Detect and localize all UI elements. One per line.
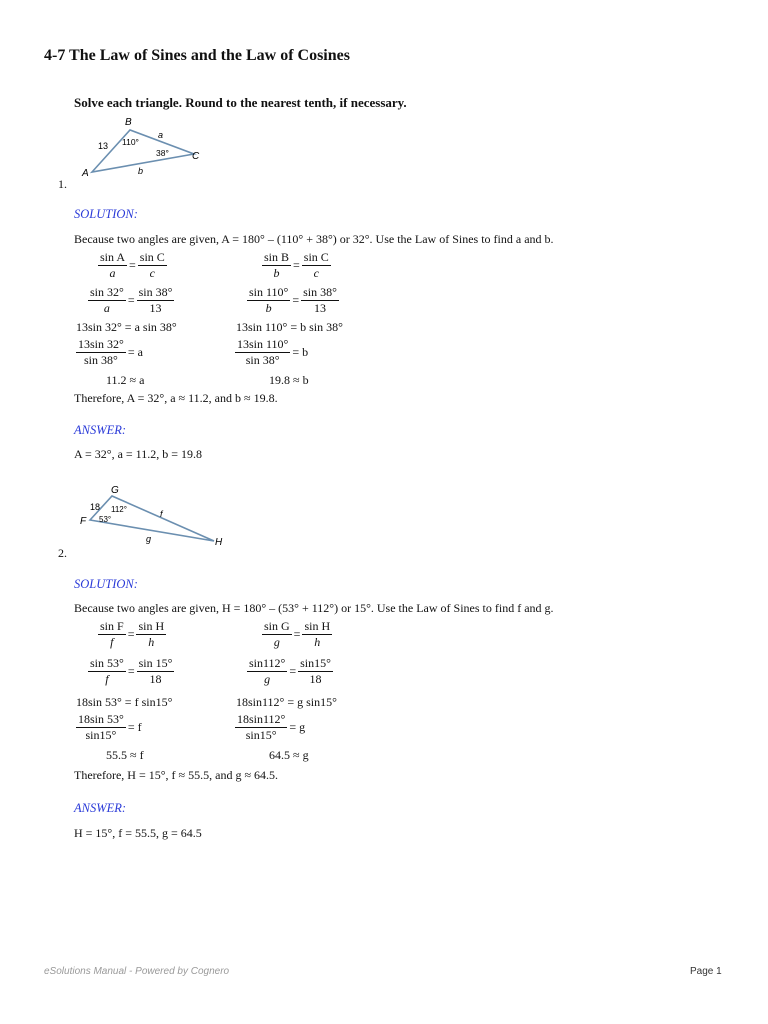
footer-credit: eSolutions Manual - Powered by Cognero xyxy=(44,966,230,977)
law-of-sines-proportion: $\frac{\text{sin B}}{b}$ = $\frac{\text{sin C}}{c}$ xyxy=(264,250,329,280)
law-of-sines-proportion: $\frac{\text{sin A}}{a}$ = $\frac{\text{sin C}}{c}$ xyxy=(100,250,165,280)
result: 19.8 ≈ b xyxy=(269,373,309,387)
isolated-variable: $\frac{18\sin 53^\circ}{\sin 15^\circ}$ = f xyxy=(78,712,142,742)
answer-label: ANSWER: xyxy=(74,801,127,815)
law-of-sines-proportion: $\frac{\text{sin G}}{g}$ = $\frac{\text{sin H}}{h}$ xyxy=(264,619,331,649)
triangle-figure-2 xyxy=(74,482,234,548)
substituted-proportion: $\frac{\sin 53^\circ}{f}$ = $\frac{\sin 15^\circ}{18}$ xyxy=(90,656,173,686)
cross-multiplication: 13sin 32° = a sin 38° xyxy=(76,320,177,334)
angle-label: 112° xyxy=(111,505,127,514)
vertex-label: F xyxy=(80,516,87,527)
problem-number: 1. xyxy=(58,177,67,191)
angle-label: 53° xyxy=(99,515,112,524)
vertex-label: G xyxy=(111,485,119,496)
page-title: 4-7 The Law of Sines and the Law of Cosines xyxy=(44,47,350,64)
page-number: Page 1 xyxy=(690,966,722,977)
problem-number: 2. xyxy=(58,546,67,560)
result: 64.5 ≈ g xyxy=(269,748,309,762)
triangle-figure-1 xyxy=(78,112,208,180)
answer: H = 15°, f = 55.5, g = 64.5 xyxy=(74,826,202,840)
vertex-label: C xyxy=(192,151,200,162)
side-label: b xyxy=(138,166,144,176)
answer-label: ANSWER: xyxy=(74,423,127,437)
therefore-statement: Therefore, H = 15°, f ≈ 55.5, and g ≈ 64.5. xyxy=(74,768,279,782)
solution-intro: Because two angles are given, H = 180° – (53° + 112°) or 15°. Use the Law of Sines to find f and g. xyxy=(74,601,554,615)
side-label: g xyxy=(146,534,152,544)
substituted-proportion: $\frac{\sin 112^\circ}{g}$ = $\frac{\sin 15^\circ}{18}$ xyxy=(249,656,331,686)
law-of-sines-proportion: $\frac{\text{sin F}}{f}$ = $\frac{\text{sin H}}{h}$ xyxy=(100,619,165,649)
vertex-label: A xyxy=(82,168,89,179)
cross-multiplication: 18sin112° = g sin15° xyxy=(236,695,337,709)
angle-label: 38° xyxy=(156,148,169,158)
therefore-statement: Therefore, A = 32°, a ≈ 11.2, and b ≈ 19.8. xyxy=(74,391,278,405)
side-label: 18 xyxy=(90,502,101,512)
vertex-label: H xyxy=(215,537,223,548)
isolated-variable: $\frac{13\sin 110^\circ}{\sin 38^\circ}$ = b xyxy=(237,337,309,367)
isolated-variable: $\frac{18\sin 112^\circ}{\sin 15^\circ}$ = g xyxy=(237,712,306,742)
isolated-variable: $\frac{13\sin 32^\circ}{\sin 38^\circ}$ = a xyxy=(78,337,143,367)
solution-intro: Because two angles are given, A = 180° – (110° + 38°) or 32°. Use the Law of Sines to find a and b. xyxy=(74,232,554,246)
vertex-label: B xyxy=(125,117,132,128)
answer: A = 32°, a = 11.2, b = 19.8 xyxy=(74,447,202,461)
angle-label: 110° xyxy=(122,137,139,147)
solution-label: SOLUTION: xyxy=(74,577,138,591)
side-label: a xyxy=(158,130,164,140)
side-label: 13 xyxy=(98,141,109,151)
substituted-proportion: $\frac{\sin 32^\circ}{a}$ = $\frac{\sin 38^\circ}{13}$ xyxy=(90,285,173,315)
substituted-proportion: $\frac{\sin 110^\circ}{b}$ = $\frac{\sin 38^\circ}{13}$ xyxy=(249,285,337,315)
cross-multiplication: 13sin 110° = b sin 38° xyxy=(236,320,343,334)
side-label: f xyxy=(160,509,163,519)
result: 55.5 ≈ f xyxy=(106,748,144,762)
instructions: Solve each triangle. Round to the nearest tenth, if necessary. xyxy=(74,95,407,110)
result: 11.2 ≈ a xyxy=(106,373,145,387)
solution-label: SOLUTION: xyxy=(74,207,138,221)
cross-multiplication: 18sin 53° = f sin15° xyxy=(76,695,173,709)
